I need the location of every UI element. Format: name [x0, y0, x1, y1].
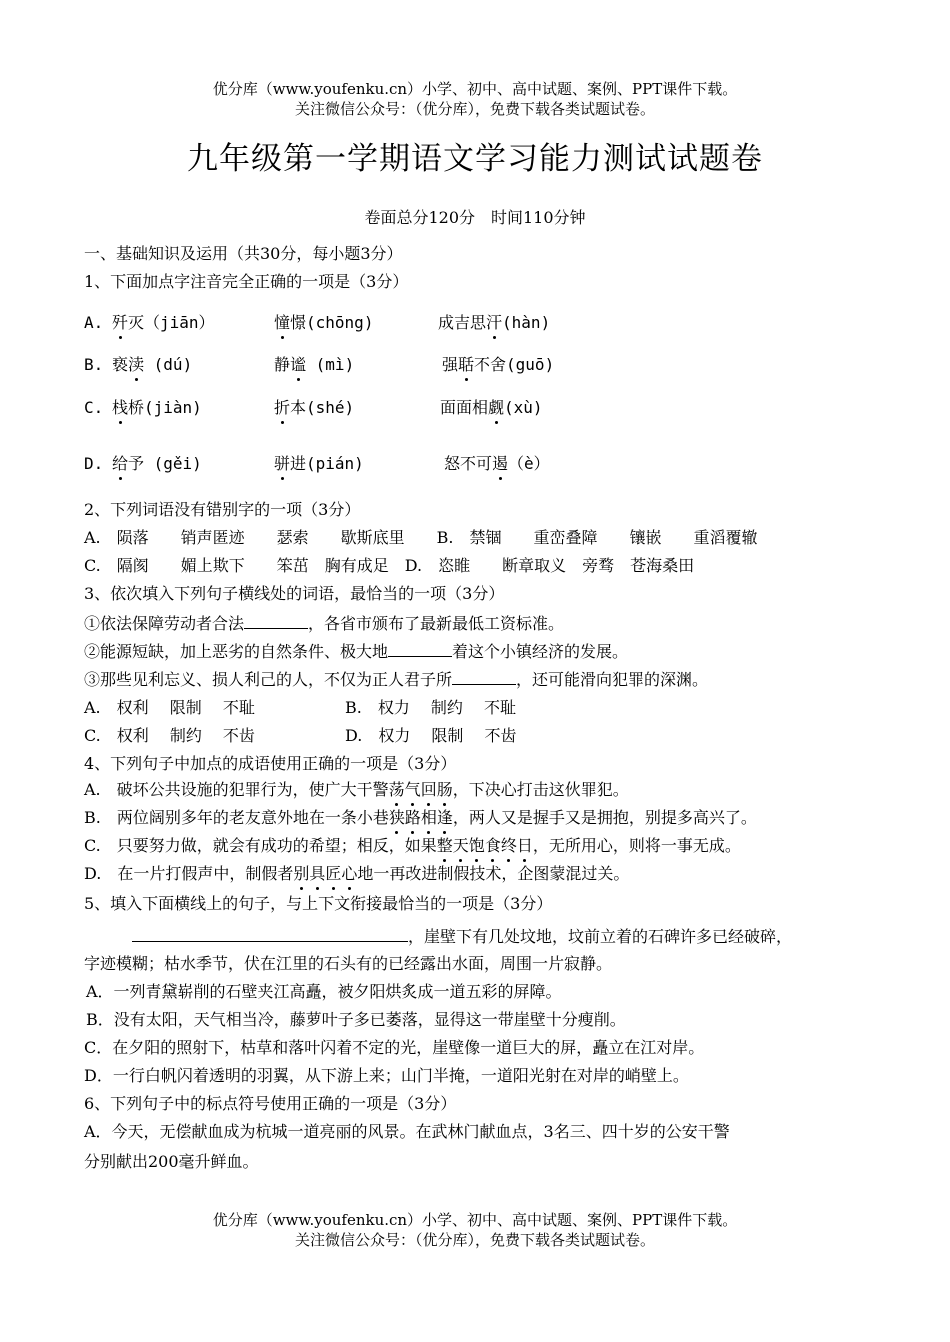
header-line-1: 优分库（www.youfenku.cn）小学、初中、高中试题、案例、PPT课件下载。	[212, 80, 738, 98]
footer-line-1: 优分库（www.youfenku.cn）小学、初中、高中试题、案例、PPT课件下载。	[212, 1211, 738, 1229]
q1-option-c-word3: 面面相觑(xù)	[440, 398, 543, 417]
q1-option-a-label: A.	[84, 313, 104, 332]
q1-option-c-word1: 栈桥(jiàn)	[112, 398, 202, 417]
q2-options-line-2: C. 隔阂 媚上欺下 笨茁 胸有成足 D. 恣睢 断章取义 旁骛 苍海桑田	[84, 556, 695, 575]
q5-option-c: C．在夕阳的照射下，枯草和落叶闪着不定的光，崖壁像一道巨大的屏，矗立在江对岸。	[84, 1038, 705, 1057]
page-title: 九年级第一学期语文学习能力测试试题卷	[187, 141, 763, 177]
q3-stem: 3、依次填入下列句子横线处的词语，最恰当的一项（3分）	[84, 584, 505, 603]
q6-stem: 6、下列句子中的标点符号使用正确的一项是（3分）	[84, 1094, 457, 1113]
fill-blank	[452, 667, 516, 685]
footer-line-2: 关注微信公众号：（优分库），免费下载各类试题试卷。	[294, 1231, 655, 1249]
q1-stem: 1、下面加点字注音完全正确的一项是（3分）	[84, 272, 409, 291]
q1-option-b-word1: 亵渎 (dú)	[112, 355, 193, 374]
q5-option-d: D．一行白帆闪着透明的羽翼，从下游上来；山门半掩，一道阳光射在对岸的峭壁上。	[84, 1066, 689, 1085]
q1-option-d-word2: 骈进(pián)	[274, 454, 364, 473]
q3-option-b: B. 权力 制约 不耻	[345, 698, 517, 717]
q1-option-d-word3: 怒不可遏（è）	[444, 454, 550, 473]
q3-sentence-2: ②能源短缺，加上恶劣的自然条件、极大地 着这个小镇经济的发展。	[84, 639, 628, 663]
q5-passage-line-2: 字迹模糊；枯水季节，伏在江里的石头有的已经露出水面，周围一片寂静。	[84, 954, 613, 973]
q1-option-b-label: B.	[84, 355, 104, 374]
q4-option-d: D. 在一片打假声中，制假者别具匠心地一再改进制假技术，企图蒙混过关。	[84, 864, 630, 883]
q1-option-a-word3: 成吉思汗(hàn)	[438, 313, 551, 332]
q4-option-c: C. 只要努力做，就会有成功的希望；相反，如果整天饱食终日，无所用心，则将一事无成。	[84, 836, 741, 855]
q6-option-a-line-1: A．今天，无偿献血成为杭城一道亮丽的风景。在武林门献血点，3名三、四十岁的公安干警	[84, 1122, 730, 1141]
q4-stem: 4、下列句子中加点的成语使用正确的一项是（3分）	[84, 754, 457, 773]
fill-blank	[388, 639, 452, 657]
q2-stem: 2、下列词语没有错别字的一项（3分）	[84, 500, 361, 519]
q5-passage-line-1: ，崖壁下有几处坟地，坟前立着的石碑许多已经破碎，	[84, 924, 792, 948]
header-line-2: 关注微信公众号：（优分库），免费下载各类试题试卷。	[294, 100, 655, 118]
q2-options-line-1: A. 陨落 销声匿迹 瑟索 歇斯底里 B. 禁锢 重峦叠障 镶嵌 重滔覆辙	[84, 528, 758, 547]
q4-option-b: B. 两位阔别多年的老友意外地在一条小巷狭路相逢，两人又是握手又是拥抱，别提多高兴了。	[84, 808, 757, 827]
fill-blank	[132, 924, 408, 942]
q1-option-c-word2: 折本(shé)	[274, 398, 355, 417]
q1-option-d-word1: 给予 (gěi)	[112, 454, 202, 473]
q1-option-b-word3: 强聒不舍(guō)	[442, 355, 555, 374]
section-heading: 一、基础知识及运用（共30分，每小题3分）	[84, 244, 403, 263]
exam-meta: 卷面总分120分 时间110分钟	[364, 208, 586, 227]
q4-option-a: A. 破坏公共设施的犯罪行为，使广大干警荡气回肠，下决心打击这伙罪犯。	[84, 780, 629, 799]
q3-option-c: C. 权利 制约 不齿	[84, 726, 255, 745]
q3-option-a: A. 权利 限制 不耻	[84, 698, 255, 717]
fill-blank	[244, 611, 308, 629]
q1-option-a-word1: 歼灭（jiān）	[112, 313, 215, 332]
q3-sentence-1: ①依法保障劳动者合法 ，各省市颁布了最新最低工资标准。	[84, 611, 564, 635]
q5-option-b: B．没有太阳，天气相当冷，藤萝叶子多已萎落，显得这一带崖壁十分瘦削。	[86, 1010, 626, 1029]
q1-option-b-word2: 静谧 (mì)	[274, 355, 355, 374]
q6-option-a-line-2: 分别献出200毫升鲜血。	[84, 1152, 259, 1171]
q1-option-d-label: D.	[84, 454, 104, 473]
q3-sentence-3: ③那些见利忘义、损人利己的人，不仅为正人君子所 ，还可能滑向犯罪的深渊。	[84, 667, 708, 691]
q1-option-c-label: C.	[84, 398, 104, 417]
q1-option-a-word2: 憧憬(chōng)	[274, 313, 374, 332]
q5-option-a: A．一列青黛崭削的石壁夹江高矗，被夕阳烘炙成一道五彩的屏障。	[86, 982, 562, 1001]
q3-option-d: D. 权力 限制 不齿	[345, 726, 517, 745]
q5-stem: 5、填入下面横线上的句子，与上下文衔接最恰当的一项是（3分）	[84, 894, 553, 913]
